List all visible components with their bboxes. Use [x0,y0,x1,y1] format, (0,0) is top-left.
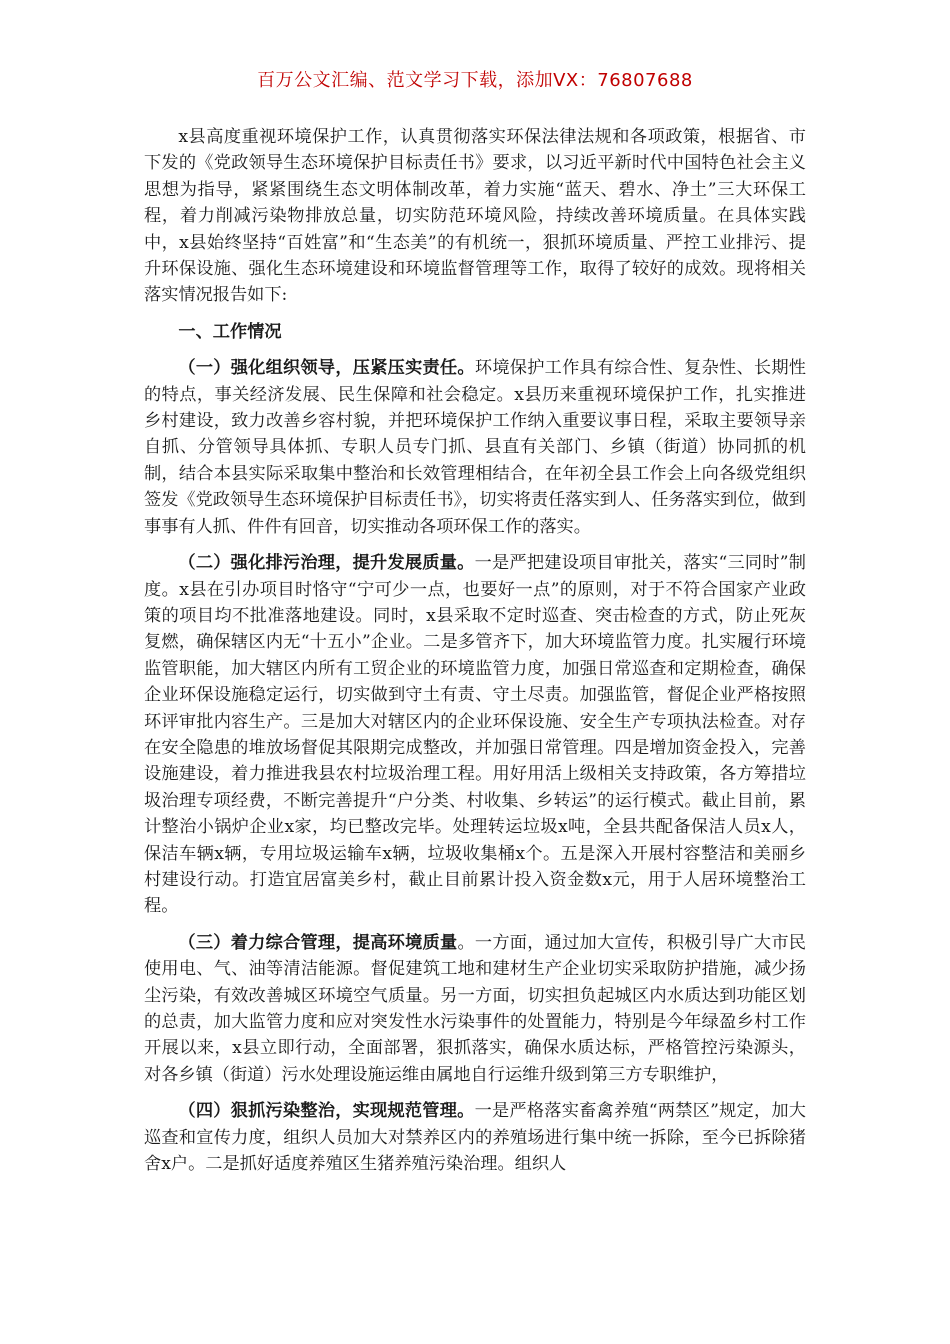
paragraph-2 [144,550,806,920]
paragraph-text: 一是严格落实畜禽养殖“两禁区”规定，加大巡查和宣传力度，组织人员加大对禁养区内的养殖场进行集中统一拆除，至今已拆除猪舍x户。二是抓好适度养殖区生猪养殖污染治理。组织人 [144,1101,806,1175]
paragraph-text: 。一方面，通过加大宣传，积极引导广大市民使用电、气、油等清洁能源。督促建筑工地和建材生产企业切实采取防护措施，减少扬尘污染，有效改善城区环境空气质量。另一方面，切实担负起城区内水质达到功能区划的总责，加大监管力度和应对突发性水污染事件的处置能力，特别是今年绿盈乡村工作开展以来，x县立即行动，全面部署，狠抓落实，确保水质达标，严格管控污染源头，对各乡镇（街道）污水处理设施运维由属地自行运维升级到第三方专职维护， [144,932,806,1085]
document-body [144,124,806,1177]
heading-text: 一、工作情况 [178,321,282,342]
paragraph-3 [144,930,806,1088]
paragraph-lead: （一）强化组织领导，压紧压实责任。 [178,358,475,379]
paragraph-text: 一是严把建设项目审批关，落实“三同时”制度。x县在引办项目时恪守“宁可少一点，也要好一点”的原则，对于不符合国家产业政策的项目均不批准落地建设。同时，x县采取不定时巡查、突击检查的方式，防止死灰复燃，确保辖区内无“十五小”企业。二是多管齐下，加大环境监管力度。扎实履行环境监管职能，加大辖区内所有工贸企业的环境监管力度，加强日常巡查和定期检查，确保企业环保设施稳定运行，切实做到守土有责、守土尽责。加强监管，督促企业严格按照环评审批内容生产。三是加大对辖区内的企业环保设施、安全生产专项执法检查。对存在安全隐患的堆放场督促其限期完成整改，并加强日常管理。四是增加资金投入，完善设施建设，着力推进我县农村垃圾治理工程。用好用活上级相关支持政策，各方筹措垃圾治理专项经费，不断完善提升“户分类、村收集、乡转运”的运行模式。截止目前，累计整治小锅炉企业x家，均已整改完毕。处理转运垃圾x吨，全县共配备保洁人员x人，保洁车辆x辆，专用垃圾运输车x辆，垃圾收集桶x个。五是深入开展村容整洁和美丽乡村建设行动。打造宜居富美乡村，截止目前累计投入资金数x元，用于人居环境整治工程。 [144,553,806,917]
paragraph-lead: （四）狠抓污染整治，实现规范管理。 [178,1101,475,1122]
paragraph-4 [144,1098,806,1177]
paragraph-text: 环境保护工作具有综合性、复杂性、长期性的特点，事关经济发展、民生保障和社会稳定。x县历来重视环境保护工作，扎实推进乡村建设，致力改善乡容村貌，并把环境保护工作纳入重要议事日程，采取主要领导亲自抓、分管领导具体抓、专职人员专门抓、县直有关部门、乡镇（街道）协同抓的机制，结合本县实际采取集中整治和长效管理相结合，在年初全县工作会上向各级党组织签发《党政领导生态环境保护目标责任书》，切实将责任落实到人、任务落实到位，做到事事有人抓、件件有回音，切实推动各项环保工作的落实。 [144,358,806,537]
paragraph-lead: （三）着力综合管理，提高环境质量 [178,932,458,953]
intro-paragraph [144,124,806,309]
paragraph-text: x县高度重视环境保护工作，认真贯彻落实环保法律法规和各项政策，根据省、市下发的《党政领导生态环境保护目标责任书》要求，以习近平新时代中国特色社会主义思想为指导，紧紧围绕生态文明体制改革，着力实施“蓝天、碧水、净土”三大环保工程，着力削减污染物排放总量，切实防范环境风险，持续改善环境质量。在具体实践中，x县始终坚持“百姓富”和“生态美”的有机统一，狠抓环境质量、严控工业排污、提升环保设施、强化生态环境建设和环境监督管理等工作，取得了较好的成效。现将相关落实情况报告如下: [144,127,806,306]
paragraph-lead: （二）强化排污治理，提升发展质量。 [178,553,475,574]
paragraph-1 [144,355,806,540]
page-header: 百万公文汇编、范文学习下载，添加VX：76807688 [257,70,693,91]
section-heading [144,319,806,345]
